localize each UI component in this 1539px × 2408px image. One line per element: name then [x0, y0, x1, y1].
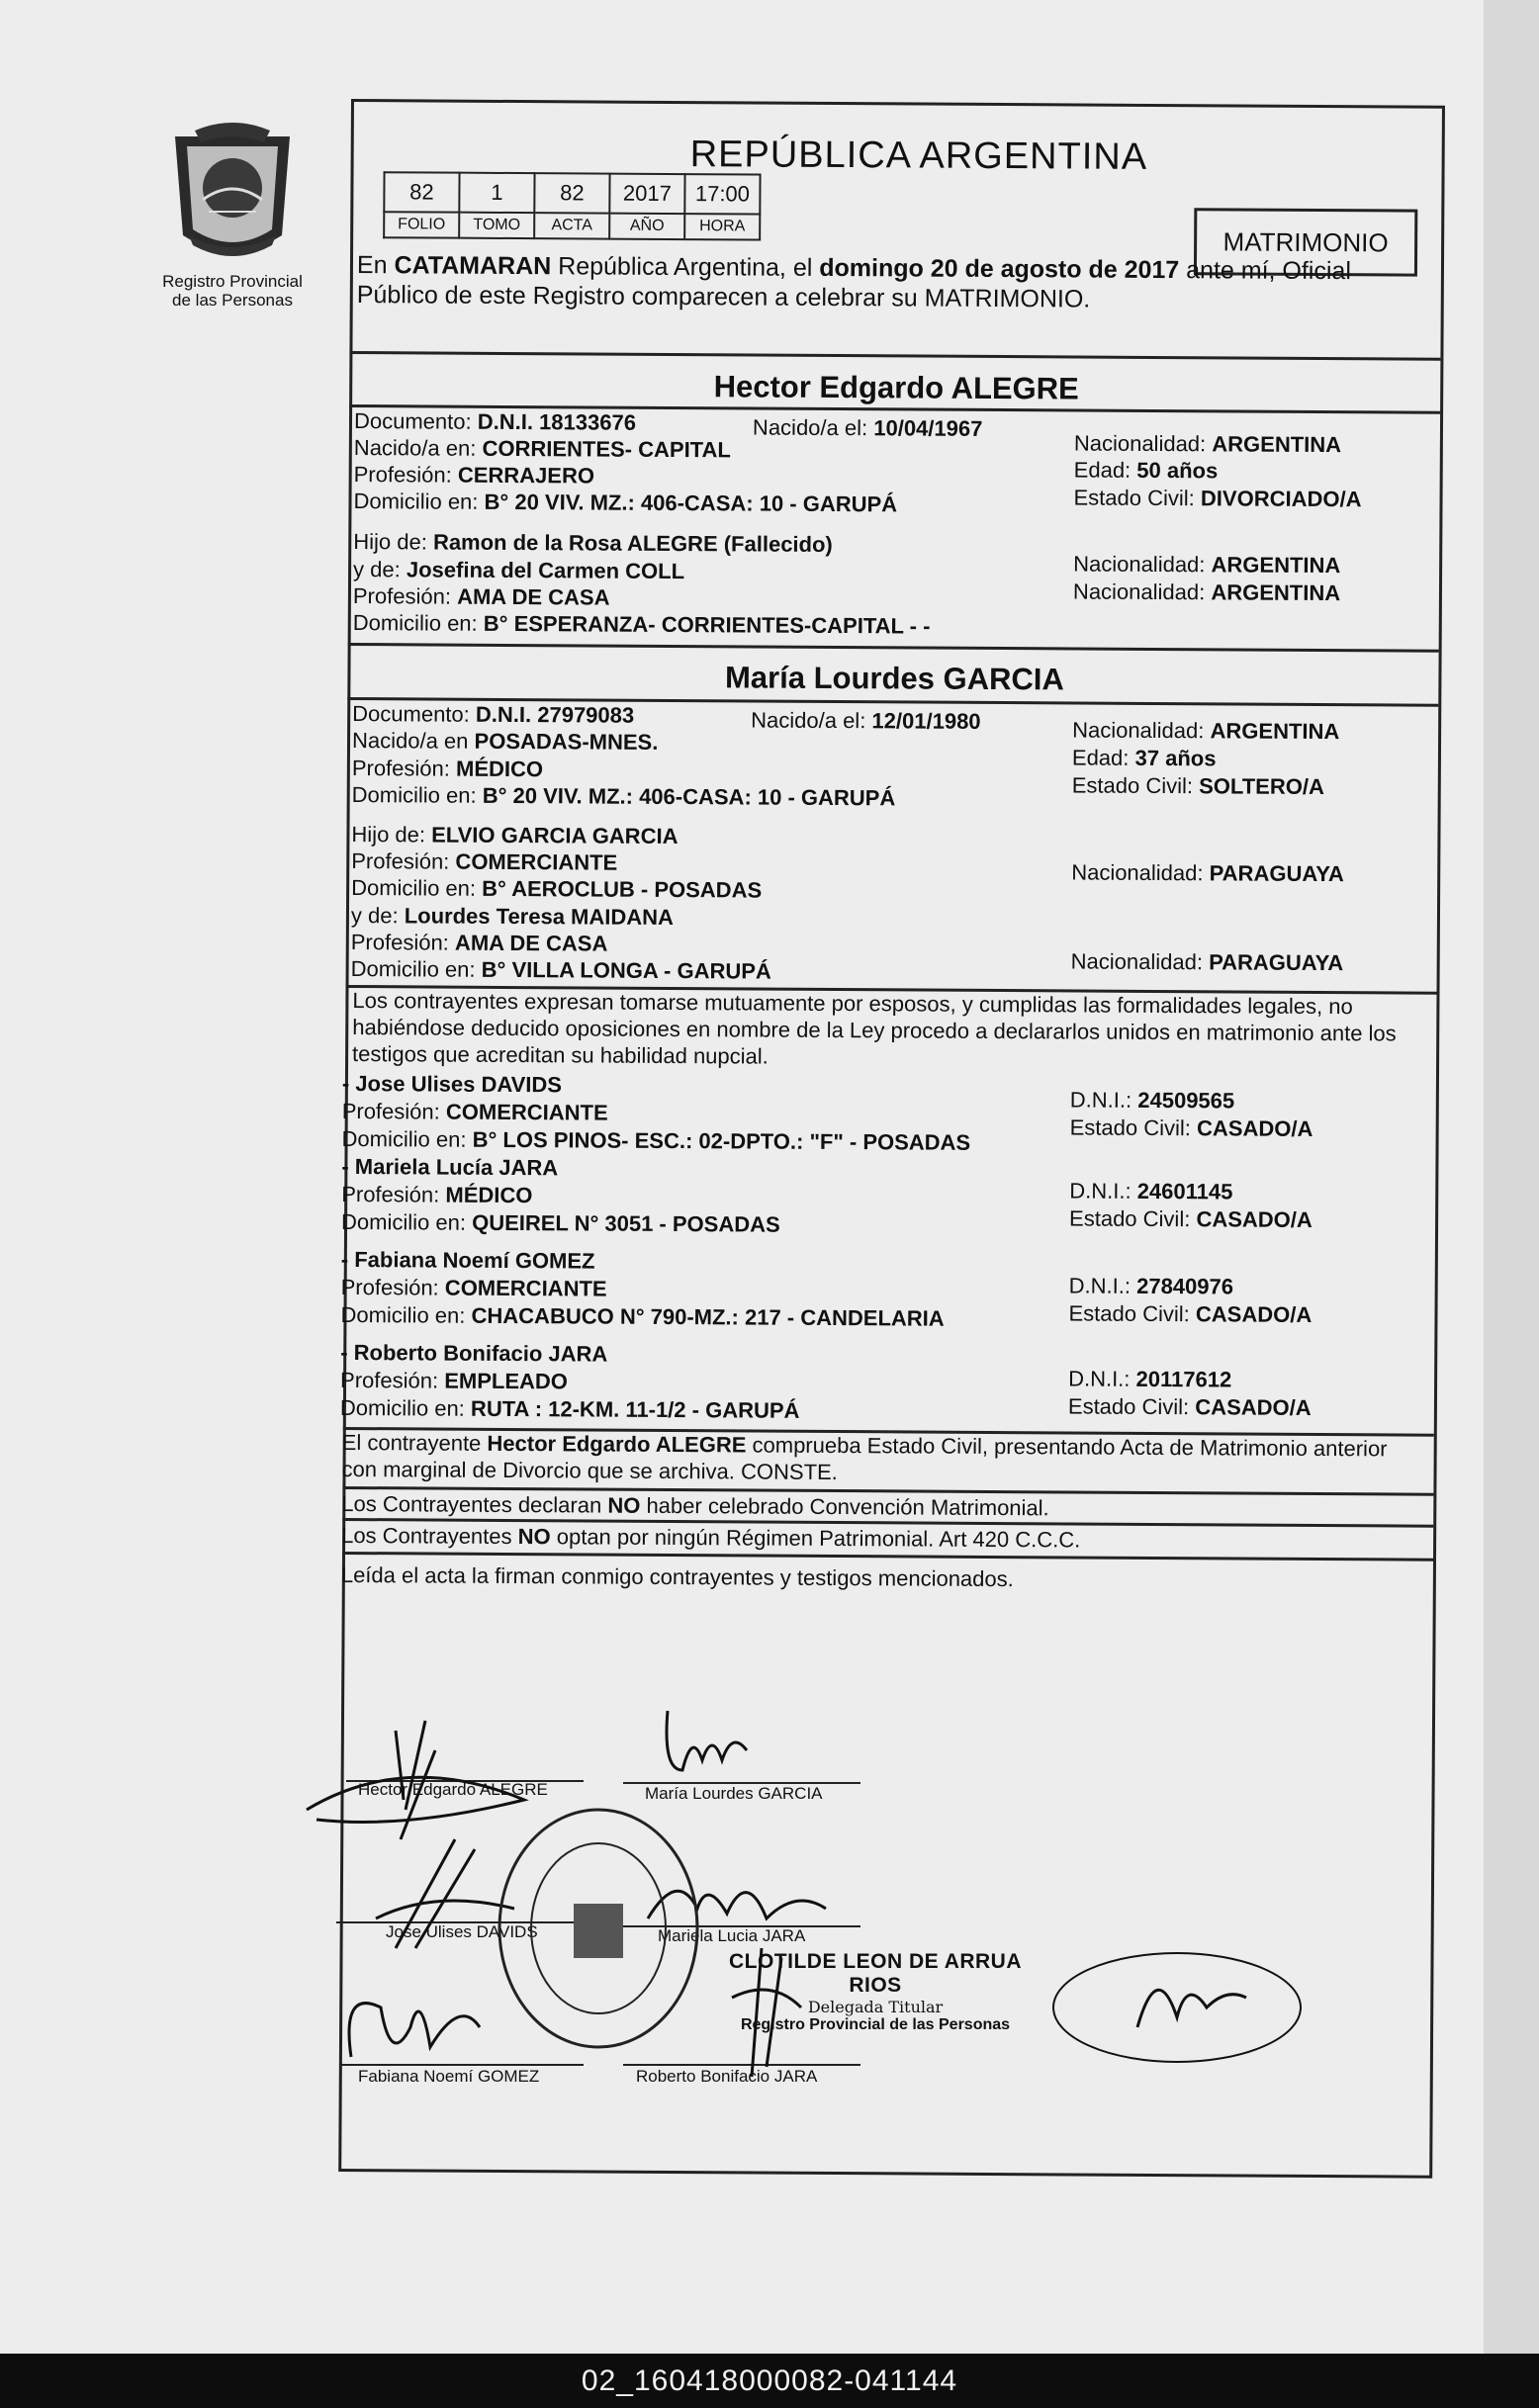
spouse2-birthdate: Nacido/a el: 12/01/1980 [751, 707, 981, 734]
spouse2-birthplace: Nacido/a en POSADAS-MNES. [351, 728, 659, 755]
spouse1-mother-address: Domicilio en: B° ESPERANZA- CORRIENTES-CAPITAL - - [352, 610, 931, 639]
witness1-dni: D.N.I.: 24509565 [1069, 1087, 1235, 1114]
official-block [712, 1950, 1039, 2034]
tomo-label: TOMO [459, 213, 534, 238]
signature-name-witness1: Jose Ulises DAVIDS [386, 1922, 538, 1941]
logo-caption-line2: de las Personas [172, 291, 293, 310]
tomo-value: 1 [459, 173, 534, 213]
witness2-civil-status: Estado Civil: CASADO/A [1069, 1205, 1313, 1232]
signature-name-witness3: Fabiana Noemí GOMEZ [358, 2067, 540, 2086]
witness3-civil-status: Estado Civil: CASADO/A [1068, 1300, 1313, 1327]
hora-value: 17:00 [684, 174, 760, 214]
spouse2-father-address: Domicilio en: B° AEROCLUB - POSADAS [351, 875, 763, 903]
spouse1-birthdate: Nacido/a el: 10/04/1967 [752, 414, 983, 441]
spouse1-nationality: Nacionalidad: ARGENTINA [1073, 430, 1342, 458]
witness3-address: Domicilio en: CHACABUCO N° 790-MZ.: 217 - CANDELARIA [340, 1301, 945, 1331]
signature-scribble-witness3 [331, 1968, 499, 2077]
intro-date: domingo 20 de agosto de 2017 [819, 253, 1180, 285]
provincial-seal-icon [165, 119, 300, 267]
registry-info-table [383, 171, 761, 240]
closing-statement: Leída el acta la firman conmigo contrayentes y testigos mencionados. [340, 1561, 1014, 1592]
folio-value: 82 [384, 172, 459, 212]
spouse2-age: Edad: 37 años [1071, 745, 1217, 771]
spouse1-name: Hector Edgardo ALEGRE [713, 369, 1079, 406]
witness4-address: Domicilio en: RUTA : 12-KM. 11-1/2 - GARUPÁ [339, 1394, 800, 1423]
official-name: CLOTILDE LEON DE ARRUA RIOS [728, 1950, 1023, 1997]
witness3-name: - Fabiana Noemí GOMEZ [340, 1246, 595, 1274]
witness3-dni: D.N.I.: 27840976 [1068, 1273, 1234, 1299]
regime-note: Los Contrayentes NO optan por ningún Régimen Patrimonial. Art 420 C.C.C. [341, 1522, 1081, 1553]
witness1-name: - Jose Ulises DAVIDS [341, 1070, 563, 1098]
spouse2-nationality: Nacionalidad: ARGENTINA [1072, 717, 1340, 745]
ano-value: 2017 [609, 174, 684, 214]
hora-label: HORA [684, 214, 760, 239]
spouse1-civil-status: Estado Civil: DIVORCIADO/A [1073, 485, 1362, 512]
signature-name-spouse2: María Lourdes GARCIA [645, 1784, 823, 1803]
spouse1-birthplace: Nacido/a en: CORRIENTES- CAPITAL [353, 435, 731, 463]
signature-name-spouse1: Hector Edgardo ALEGRE [358, 1780, 548, 1799]
acta-label: ACTA [534, 213, 609, 238]
signature-scribble-spouse2 [653, 1691, 771, 1785]
spouse2-documento: Documento: D.N.I. 27979083 [352, 701, 635, 728]
spouse1-address: Domicilio en: B° 20 VIV. MZ.: 406-CASA: 10 - GARUPÁ [353, 489, 898, 517]
signature-scribble-official [1048, 1938, 1306, 2077]
divider [349, 351, 1440, 361]
country-title: REPÚBLICA ARGENTINA [689, 134, 1148, 178]
witness4-civil-status: Estado Civil: CASADO/A [1067, 1393, 1312, 1420]
witness1-profession: Profesión: COMERCIANTE [341, 1098, 608, 1125]
spouse2-father: Hijo de: ELVIO GARCIA GARCIA [351, 822, 679, 849]
spouse1-age: Edad: 50 años [1073, 457, 1219, 484]
spouse2-mother-address: Domicilio en: B° VILLA LONGA - GARUPÁ [350, 956, 771, 984]
witness3-profession: Profesión: COMERCIANTE [340, 1274, 607, 1301]
convention-note: Los Contrayentes declaran NO haber celebrado Convención Matrimonial. [341, 1490, 1049, 1521]
witness4-name: - Roberto Bonifacio JARA [340, 1339, 608, 1367]
folio-label: FOLIO [384, 212, 459, 237]
spouse2-civil-status: Estado Civil: SOLTERO/A [1071, 772, 1324, 800]
signature-name-witness2: Mariela Lucia JARA [658, 1926, 806, 1945]
spouse2-father-nationality: Nacionalidad: PARAGUAYA [1071, 859, 1344, 887]
spouse1-documento: Documento: D.N.I. 18133676 [353, 408, 637, 435]
ano-label: AÑO [609, 214, 684, 239]
scan-footer: 02_160418000082-041144 [0, 2354, 1539, 2408]
spouse2-mother-profession: Profesión: AMA DE CASA [350, 930, 608, 956]
witness1-civil-status: Estado Civil: CASADO/A [1069, 1115, 1313, 1141]
spouse2-mother-nationality: Nacionalidad: PARAGUAYA [1070, 948, 1344, 976]
spouse1-mother: y de: Josefina del Carmen COLL [353, 557, 685, 584]
intro-place: CATAMARAN [394, 251, 552, 281]
intro-paragraph: En CATAMARAN República Argentina, el domingo 20 de agosto de 2017 ante mí, Oficial Público de este Registro comparecen a celebrar su MATRIMONIO. [356, 251, 1352, 313]
spouse1-mother-profession: Profesión: AMA DE CASA [352, 583, 610, 610]
divorce-note: El contrayente Hector Edgardo ALEGRE comprueba Estado Civil, presentando Acta de Matrimonio anterior con marginal de Divorcio que se archiva. CONSTE. [341, 1429, 1388, 1485]
declaration-paragraph: Los contrayentes expresan tomarse mutuamente por esposos, y cumplidas las formalidades legales, no habiéndose deducido oposiciones en nombre de la Ley procedo a declararlos unidos en matrimonio ante los testigos que acreditan su habilidad nupcial. [352, 988, 1397, 1069]
witness2-dni: D.N.I.: 24601145 [1069, 1178, 1233, 1204]
witness4-profession: Profesión: EMPLEADO [340, 1367, 569, 1394]
spouse2-profession: Profesión: MÉDICO [351, 756, 544, 782]
act-type-box: MATRIMONIO [1194, 208, 1417, 276]
witness2-address: Domicilio en: QUEIREL N° 3051 - POSADAS [340, 1208, 780, 1237]
official-role: Delegada Titular [807, 1998, 944, 2016]
witness2-profession: Profesión: MÉDICO [341, 1181, 533, 1208]
witness1-address: Domicilio en: B° LOS PINOS- ESC.: 02-DPTO.: "F" - POSADAS [341, 1125, 971, 1155]
note-name: Hector Edgardo ALEGRE [487, 1430, 747, 1458]
spouse2-father-profession: Profesión: COMERCIANTE [351, 848, 618, 875]
spouse2-name: María Lourdes GARCIA [724, 660, 1064, 697]
signature-name-witness4: Roberto Bonifacio JARA [636, 2067, 818, 2086]
spouse2-mother: y de: Lourdes Teresa MAIDANA [350, 903, 675, 931]
acta-value: 82 [534, 173, 609, 213]
witness4-dni: D.N.I.: 20117612 [1068, 1366, 1232, 1392]
witness2-name: - Mariela Lucía JARA [341, 1153, 559, 1181]
spouse1-mother-nationality: Nacionalidad: ARGENTINA [1072, 579, 1341, 606]
spouse1-profession: Profesión: CERRAJERO [353, 462, 595, 489]
logo-caption-line1: Registro Provincial [162, 272, 303, 291]
divider [348, 643, 1439, 653]
official-stamp [495, 1805, 702, 2052]
spouse2-address: Domicilio en: B° 20 VIV. MZ.: 406-CASA: 10 - GARUPÁ [351, 782, 896, 811]
official-office: Registro Provincial de las Personas [740, 2016, 1011, 2033]
spouse1-father: Hijo de: Ramon de la Rosa ALEGRE (Fallecido) [353, 529, 833, 557]
spouse1-father-nationality: Nacionalidad: ARGENTINA [1073, 551, 1341, 579]
